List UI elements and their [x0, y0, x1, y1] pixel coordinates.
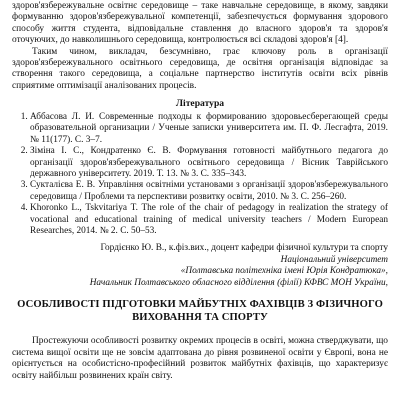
author-name-line: Гордієнко Ю. В., к.фіз.вих., доцент кафедри фізичної культури та спорту	[100, 242, 388, 253]
reference-item: 3. Сукталієва Е. В. Управління освітніми установами з організації здоров'язбережувального середовища / Проблеми та перспективи розвитку освіти, 2010. № 3. С. 256–260.	[30, 180, 388, 202]
top-paragraph-1: здоров'язбережувальне освітнє середовище – таке навчальне середовище, в якому, завдяки формуванню здоров'язбережувальної компетенції, забезпечується формування здорового способу життя студента, відповідальне ставлення до власного здоров'я та здоров'я оточуючих, до навколишнього середовища, контролюється всі складові здоров'я [4].	[12, 1, 388, 46]
author-block	[12, 243, 388, 289]
intro-paragraph: Простежуючи особливості розвитку окремих процесів в освіті, можна стверджувати, що система вищої освіти ще не зовсім адаптована до рівня розвиненої освіти у Європі, вона не орієнтується на особистісно-професійний розвиток майбутніх фахівців, що характеризує освіту найбільш розвинених країн світу.	[12, 336, 388, 381]
references-heading: Література	[175, 98, 225, 110]
author-position-line: Начальник Полтавського обласного відділення (філії) КФВС МОН України,	[89, 277, 388, 288]
reference-item: 2. Зіміна І. С., Кондратенко Є. В. Формування готовності майбутнього педагога до організації здоров'язбережувального освітнього середовища / Вісник Таврійського державного університету. 2019. Т. 13. № 3. С. 335–343.	[30, 146, 388, 180]
reference-item: 1. Аббасова Л. И. Современные подходы к формированию здоровьесберегающей среды образовательной организации / Ученые записки университета им. П. Ф. Лесгафта, 2019. № 11(177). С. 3–7.	[30, 112, 388, 146]
author-affiliation-line: Національний університет	[280, 254, 388, 265]
author-affiliation-line: «Полтавська політехніка імені Юрія Кондратюка»,	[180, 266, 388, 277]
reference-item: 4. Khoronko L., Tskvitariya T. The role of the chair of pedagogy in realization the strategy of vocational and educational training of medical university teachers / Modern European Researches, 2014. № 2. С. 50–53.	[30, 203, 388, 237]
article-title	[12, 298, 388, 324]
article-title-line: ОСОБЛИВОСТІ ПІДГОТОВКИ МАЙБУТНІХ ФАХІВЦІВ З ФІЗИЧНОГО	[17, 299, 383, 311]
references-list	[12, 112, 388, 237]
top-paragraph-2: Таким чином, викладач, безсумнівно, грає ключову роль в організації здоров'язбережувального освітнього середовища, де освітня організація відповідає за створення такого середовища, а соціальне партнерство інститутів освіти всіх рівнів сприятиме оптимізації аналізованих процесів.	[12, 46, 388, 91]
article-title-line: ВИХОВАННЯ ТА СПОРТУ	[132, 312, 268, 324]
